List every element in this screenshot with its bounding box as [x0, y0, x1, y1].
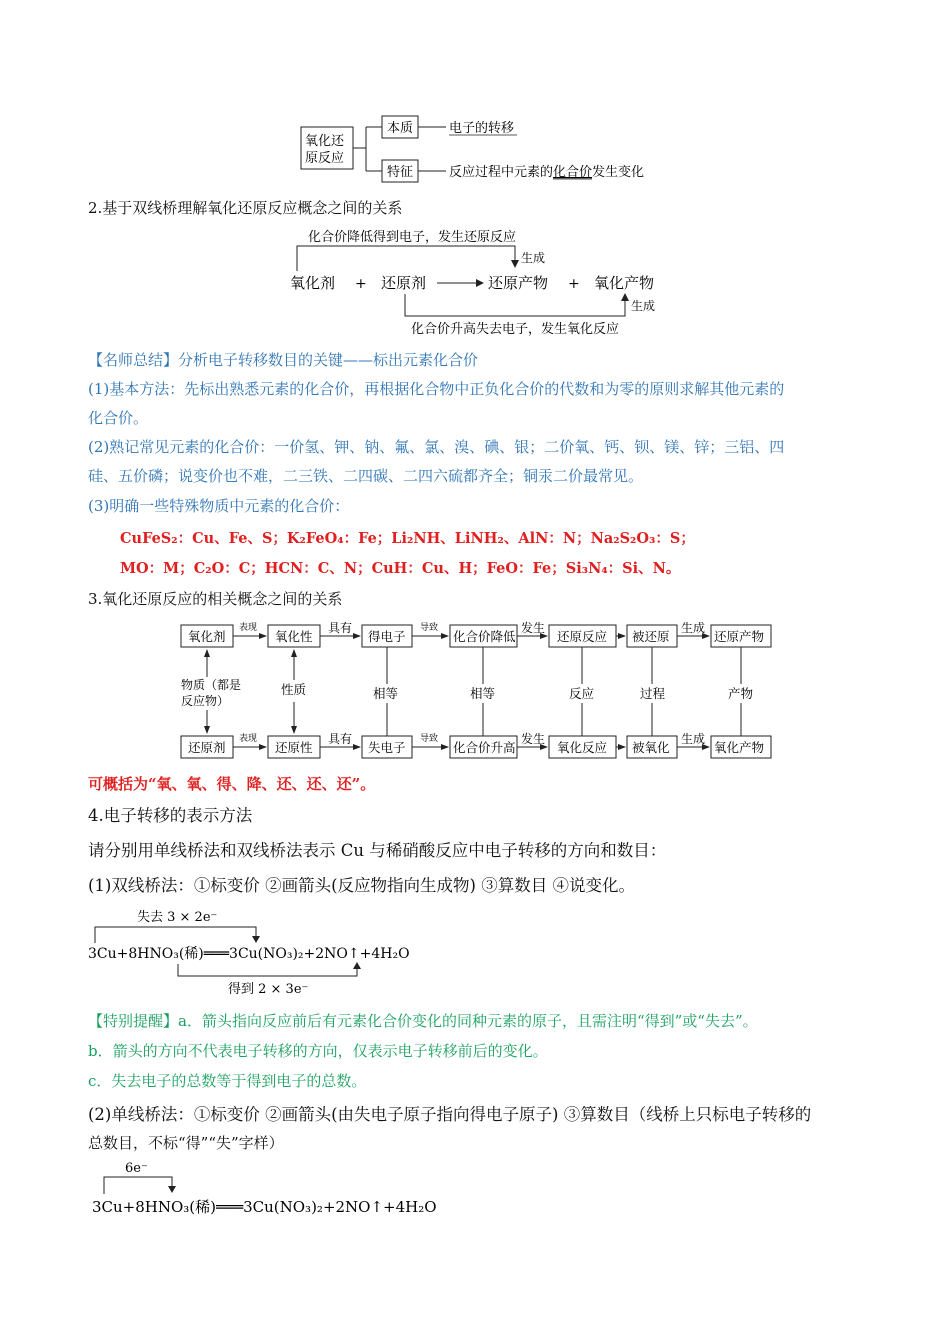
middle-reaction: 反应: [569, 686, 595, 701]
top-arrow-label-show: 表现: [239, 623, 258, 633]
summary-p1-line1: (1)基本方法：先标出熟悉元素的化合价，再根据化合物中正负化合价的代数和为零的原则求解其他元素的: [88, 380, 785, 398]
summary-p2-line1: (2)熟记常见元素的化合价：一价氢、钾、钠、氟、氯、溴、碘、银；二价氧、钙、钡、镁、锌；三铝、四: [88, 438, 785, 456]
root-line1: 氧化还: [305, 134, 345, 149]
middle-substance-line1: 物质（都是: [181, 678, 242, 692]
top-box-reduction-reaction: 还原反应: [557, 629, 608, 644]
gen-top-label: 生成: [521, 251, 546, 265]
middle-process: 过程: [640, 686, 666, 701]
top-arrow-label-generate: 生成: [681, 621, 706, 635]
top-arrow-label-occur: 发生: [521, 621, 546, 635]
essence-desc: 电子的转移: [449, 121, 515, 136]
bottom-box-oxidation-reaction: 氧化反应: [557, 740, 608, 755]
single-bridge-line1: (2)单线桥法：①标变价 ②画箭头(由失电子原子指向得电子原子) ③算数目（线桥上只标电子转移的: [88, 1105, 812, 1124]
section4-heading: 4.电子转移的表示方法: [88, 806, 253, 825]
top-box-reduced: 被还原: [632, 629, 670, 644]
reductant-label: 还原剂: [381, 274, 427, 292]
top-box-oxidant: 氧化剂: [188, 629, 226, 644]
bottom-arrow-label-generate: 生成: [681, 732, 706, 746]
reminder-a: 【特别提醒】a．箭头指向反应前后有元素化合价变化的同种元素的原子，且需注明“得到”或“失去”。: [88, 1012, 758, 1030]
summary-p2-line2: 硅、五价磷；说变价也不难，二三铁、二四碳、二四六硫都齐全；铜汞二价最常见。: [88, 467, 644, 485]
bottom-box-reducing: 还原性: [275, 740, 313, 755]
gen-bottom-label: 生成: [631, 299, 656, 313]
bottom-arrow-label-show: 表现: [239, 734, 258, 744]
bottom-arrow-label-occur: 发生: [521, 732, 546, 746]
mnemonic: 可概括为“氧、氧、得、降、还、还、还”。: [88, 775, 376, 793]
plus2: +: [568, 276, 580, 292]
oxidant-label: 氧化剂: [290, 274, 336, 292]
equation2-text: 3Cu+8HNO₃(稀)═══3Cu(NO₃)₂+2NO↑+4H₂O: [92, 1198, 437, 1216]
branch-essence-label: 本质: [387, 121, 414, 136]
middle-product: 产物: [728, 686, 754, 701]
bottom-box-lose-electron: 失电子: [368, 740, 406, 755]
top-box-reduction-product: 还原产物: [714, 629, 765, 644]
bottom-arrow-label-have: 具有: [328, 732, 353, 746]
middle-property: 性质: [281, 682, 307, 697]
bottom-box-oxidation-product: 氧化产物: [714, 740, 765, 755]
reduction-product-label: 还原产物: [488, 274, 549, 292]
middle-equal2: 相等: [470, 686, 496, 701]
top-arrow-label-have: 具有: [328, 621, 353, 635]
reminder-c: c．失去电子的总数等于得到电子的总数。: [88, 1072, 367, 1090]
single-bridge-electron-label: 6e⁻: [125, 1161, 148, 1176]
plus1: +: [355, 276, 367, 292]
section3-heading: 3.氧化还原反应的相关概念之间的关系: [88, 590, 343, 608]
top-arrow-label-cause: 导致: [420, 623, 439, 633]
middle-equal1: 相等: [373, 686, 399, 701]
feature-desc: 反应过程中元素的化合价发生变化: [449, 165, 645, 180]
bottom-box-oxidized: 被氧化: [632, 740, 670, 755]
single-bridge-line2: 总数目，不标“得”“失”字样）: [88, 1134, 284, 1152]
gain-electron-label: 得到 2 × 3e⁻: [228, 982, 309, 997]
bottom-bridge-label: 化合价升高失去电子，发生氧化反应: [411, 322, 620, 337]
section4-intro: 请分别用单线桥法和双线桥法表示 Cu 与稀硝酸反应中电子转移的方向和数目：: [88, 841, 667, 860]
equation1-text: 3Cu+8HNO₃(稀)═══3Cu(NO₃)₂+2NO↑+4H₂O: [88, 946, 410, 962]
middle-substance-line2: 反应物）: [181, 694, 230, 708]
special-compounds-line2: MO：M；C₂O：C；HCN：C、N；CuH：Cu、H；FeO：Fe；Si₃N₄：Si、N。: [120, 560, 681, 577]
double-bridge-title: (1)双线桥法：①标变价 ②画箭头(反应物指向生成物) ③算数目 ④说变化。: [88, 876, 635, 895]
summary-p1-line2: 化合价。: [88, 409, 149, 427]
top-box-oxidizing: 氧化性: [275, 629, 313, 644]
top-box-valence-down: 化合价降低: [453, 629, 516, 644]
lose-electron-label: 失去 3 × 2e⁻: [137, 910, 218, 925]
special-compounds-line1: CuFeS₂：Cu、Fe、S；K₂FeO₄：Fe；Li₂NH、LiNH₂、AlN：N；Na₂S₂O₃：S；: [120, 530, 695, 547]
top-bridge-label: 化合价降低得到电子，发生还原反应: [308, 230, 517, 245]
top-box-gain-electron: 得电子: [368, 629, 406, 644]
bottom-box-reductant: 还原剂: [188, 740, 226, 755]
oxidation-product-label: 氧化产物: [594, 274, 655, 292]
root-line2: 原反应: [305, 151, 345, 166]
branch-feature-label: 特征: [387, 165, 414, 180]
summary-title: 【名师总结】分析电子转移数目的关键——标出元素化合价: [88, 351, 479, 369]
bottom-arrow-label-cause: 导致: [420, 734, 439, 744]
section2-heading: 2.基于双线桥理解氧化还原反应概念之间的关系: [88, 199, 403, 217]
reminder-b: b．箭头的方向不代表电子转移的方向，仅表示电子转移前后的变化。: [88, 1042, 548, 1060]
summary-p3: (3)明确一些特殊物质中元素的化合价：: [88, 497, 350, 515]
bottom-box-valence-up: 化合价升高: [453, 740, 516, 755]
